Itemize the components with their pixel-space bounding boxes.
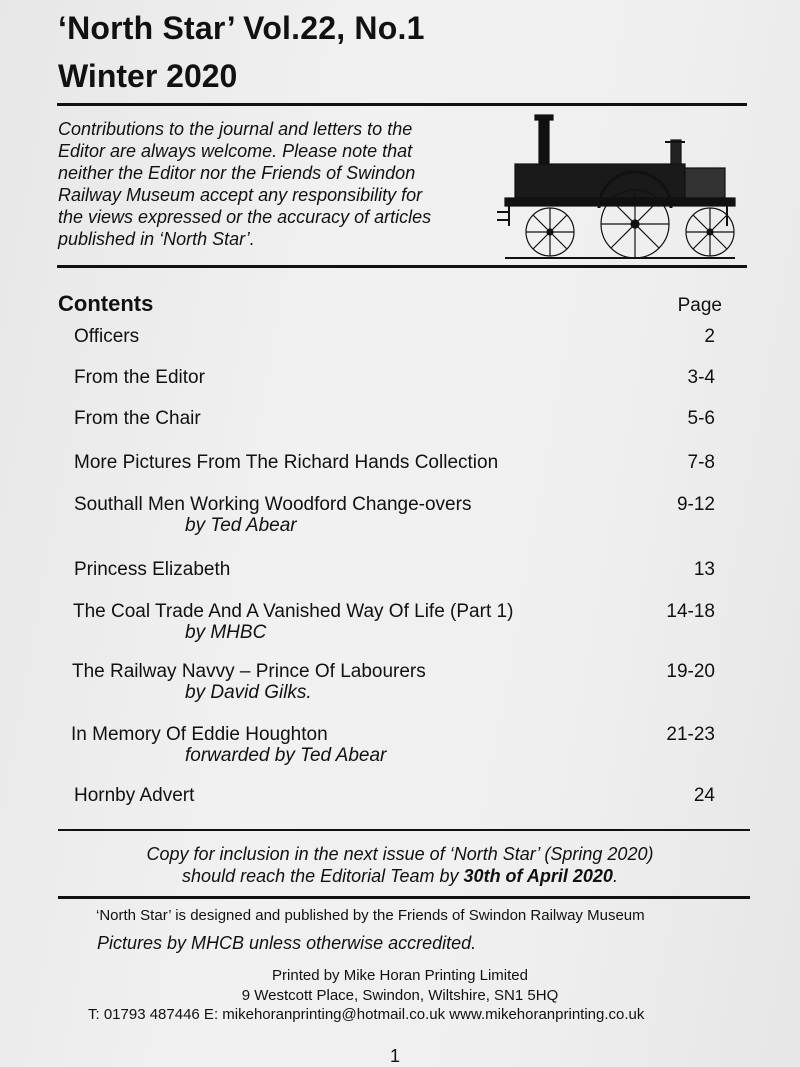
entry-page: 24 — [693, 785, 715, 806]
printer-name: Printed by Mike Horan Printing Limited — [272, 967, 528, 984]
entry-title: The Coal Trade And A Vanished Way Of Life (Part 1) — [73, 601, 514, 622]
entry-title: Princess Elizabeth — [74, 559, 231, 580]
entry-page: 2 — [704, 326, 715, 347]
entry-page: 3-4 — [687, 367, 715, 388]
entry-title: Southall Men Working Woodford Change-overs — [74, 494, 472, 515]
entry-title: From the Chair — [74, 408, 201, 429]
journal-title: ‘North Star’ Vol.22, No.1 — [58, 10, 425, 46]
copy-deadline-date: 30th of April 2020 — [463, 866, 613, 886]
notice-line: Editor are always welcome. Please note that — [58, 141, 413, 161]
entry-page: 5-6 — [687, 408, 715, 429]
contents-divider — [58, 829, 750, 831]
copy-line-2 — [0, 865, 800, 887]
issue-season: Winter 2020 — [58, 58, 238, 94]
entry-page: 14-18 — [666, 601, 715, 622]
notice-line: the views expressed or the accuracy of articles — [58, 207, 432, 227]
entry-title: Officers — [74, 326, 140, 347]
entry-author: by David Gilks. — [185, 682, 312, 703]
picture-credit: Pictures by MHCB unless otherwise accredited. — [97, 933, 477, 953]
entry-author: by MHBC — [185, 622, 267, 643]
printer-info — [0, 966, 800, 1006]
copy-line-2-text: should reach the Editorial Team by — [182, 866, 464, 886]
notice-line: published in ‘North Star’. — [58, 229, 255, 249]
entry-author: forwarded by Ted Abear — [185, 745, 387, 766]
editorial-notice — [58, 118, 488, 250]
entry-page: 13 — [693, 559, 715, 580]
entry-page: 19-20 — [666, 661, 715, 682]
printer-address: 9 Westcott Place, Swindon, Wiltshire, SN1 5HQ — [241, 987, 559, 1004]
notice-line: neither the Editor nor the Friends of Swindon — [58, 163, 416, 183]
copy-line-2-end: . — [612, 866, 618, 886]
copy-line-1: Copy for inclusion in the next issue of ‘North Star’ (Spring 2020) — [146, 844, 654, 864]
locomotive-illustration-icon — [495, 112, 741, 262]
page-number: 1 — [390, 1046, 401, 1066]
entry-title: The Railway Navvy – Prince Of Labourers — [72, 661, 426, 682]
notice-line: Railway Museum accept any responsibility for — [58, 185, 423, 205]
entry-page: 21-23 — [666, 724, 715, 745]
printer-contact: T: 01793 487446 E: mikehoranprinting@hotmail.co.uk www.mikehoranprinting.co.uk — [88, 1006, 645, 1023]
entry-author: by Ted Abear — [185, 515, 297, 536]
header-divider — [57, 103, 747, 106]
entry-title: Hornby Advert — [74, 785, 195, 806]
page-column-heading: Page — [677, 295, 722, 316]
notice-line: Contributions to the journal and letters to the — [58, 119, 413, 139]
entry-title: In Memory Of Eddie Houghton — [71, 724, 328, 745]
contents-heading: Contents — [58, 291, 154, 316]
publisher-credit: ‘North Star’ is designed and published by the Friends of Swindon Railway Museum — [96, 907, 645, 924]
footer-divider — [58, 896, 750, 899]
entry-title: More Pictures From The Richard Hands Collection — [74, 452, 499, 473]
entry-title: From the Editor — [74, 367, 205, 388]
intro-divider — [57, 265, 747, 268]
copy-deadline-notice — [0, 843, 800, 887]
entry-page: 7-8 — [687, 452, 715, 473]
entry-page: 9-12 — [676, 494, 715, 515]
